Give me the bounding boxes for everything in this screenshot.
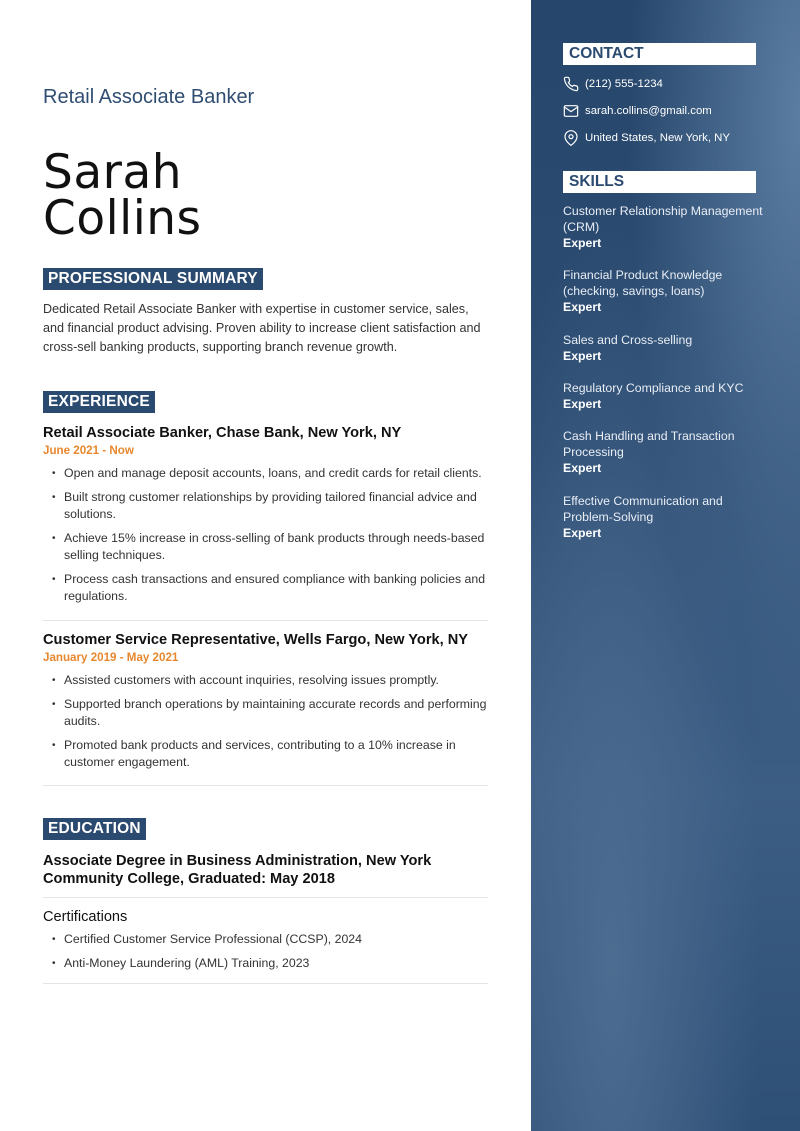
- bullet-item: • Assisted customers with account inquiries, resolving issues promptly.: [64, 672, 488, 690]
- phone-number: (212) 555-1234: [585, 78, 663, 90]
- location-pin-icon: [563, 130, 579, 146]
- job-role: Customer Service Representative, Wells Fargo, New York, NY: [43, 632, 468, 648]
- skill-item: [563, 380, 763, 412]
- last-name: Collins: [43, 191, 202, 246]
- skill-name: Effective Communication and Problem-Solving: [563, 494, 723, 524]
- phone-icon: [563, 76, 579, 92]
- skill-level: Expert: [563, 397, 602, 411]
- sidebar: [531, 0, 800, 1131]
- summary-line: cross-sell banking products, supporting branch revenue growth.: [43, 340, 398, 354]
- bullet-item: • Supported branch operations by maintaining accurate records and performing audits.: [64, 696, 488, 731]
- degree: Associate Degree in Business Administration, New York Community College, Graduated: May 2018: [43, 853, 432, 887]
- candidate-name: [43, 145, 202, 246]
- skill-name: Sales and Cross-selling: [563, 333, 693, 347]
- summary-heading: PROFESSIONAL SUMMARY: [43, 268, 263, 290]
- job-dates: June 2021 - Now: [43, 444, 134, 457]
- skill-item: [563, 203, 763, 251]
- skill-level: Expert: [563, 300, 602, 314]
- divider: [43, 897, 488, 898]
- first-name: Sarah: [43, 145, 183, 200]
- skill-item: [563, 332, 763, 364]
- skill-level: Expert: [563, 236, 602, 250]
- education-entry: [43, 852, 488, 888]
- job-role: Retail Associate Banker, Chase Bank, New York, NY: [43, 425, 402, 441]
- bullet-item: • Built strong customer relationships by providing tailored financial advice and solutions.: [64, 489, 488, 524]
- contact-heading: CONTACT: [563, 43, 756, 65]
- bullet-item: • Process cash transactions and ensured compliance with banking policies and regulations.: [64, 571, 488, 606]
- email-address: sarah.collins@gmail.com: [585, 105, 712, 117]
- job-title: Retail Associate Banker: [43, 86, 255, 108]
- certification-item: • Anti-Money Laundering (AML) Training, 2023: [64, 955, 488, 973]
- certifications-section: [43, 909, 488, 978]
- skill-name: Customer Relationship Management (CRM): [563, 204, 763, 234]
- skills-heading: SKILLS: [563, 171, 756, 193]
- job-bullets: [43, 672, 488, 772]
- skill-name: Cash Handling and Transaction Processing: [563, 429, 735, 459]
- job-bullets: [43, 465, 488, 606]
- divider: [43, 785, 488, 786]
- contact-location: [563, 130, 730, 146]
- summary-line: Dedicated Retail Associate Banker with expertise in customer service, sales,: [43, 302, 469, 316]
- skill-name: Regulatory Compliance and KYC: [563, 381, 744, 395]
- summary-line: and financial product advising. Proven ability to increase client satisfaction and: [43, 321, 481, 335]
- certifications-heading: Certifications: [43, 909, 128, 925]
- bullet-item: • Achieve 15% increase in cross-selling of bank products through needs-based selling techniques.: [64, 530, 488, 565]
- skill-item: [563, 493, 763, 541]
- skill-level: Expert: [563, 526, 602, 540]
- contact-phone: [563, 76, 663, 92]
- job-dates: January 2019 - May 2021: [43, 651, 179, 664]
- email-icon: [563, 103, 579, 119]
- divider: [43, 983, 488, 984]
- location-text: United States, New York, NY: [585, 132, 730, 144]
- skill-name: Financial Product Knowledge (checking, savings, loans): [563, 268, 723, 298]
- skill-level: Expert: [563, 349, 602, 363]
- divider: [43, 620, 488, 621]
- bullet-item: • Open and manage deposit accounts, loans, and credit cards for retail clients.: [64, 465, 488, 483]
- bullet-item: • Promoted bank products and services, contributing to a 10% increase in customer engagement.: [64, 737, 488, 772]
- summary-text: [43, 300, 483, 357]
- certification-item: • Certified Customer Service Professional (CCSP), 2024: [64, 931, 488, 949]
- skill-item: [563, 267, 763, 315]
- job-entry: [43, 425, 488, 612]
- skill-level: Expert: [563, 461, 602, 475]
- education-heading: EDUCATION: [43, 818, 146, 840]
- experience-heading: EXPERIENCE: [43, 391, 155, 413]
- certifications-list: [43, 931, 488, 972]
- skill-item: [563, 428, 763, 476]
- contact-email: [563, 103, 712, 119]
- job-entry: [43, 632, 488, 778]
